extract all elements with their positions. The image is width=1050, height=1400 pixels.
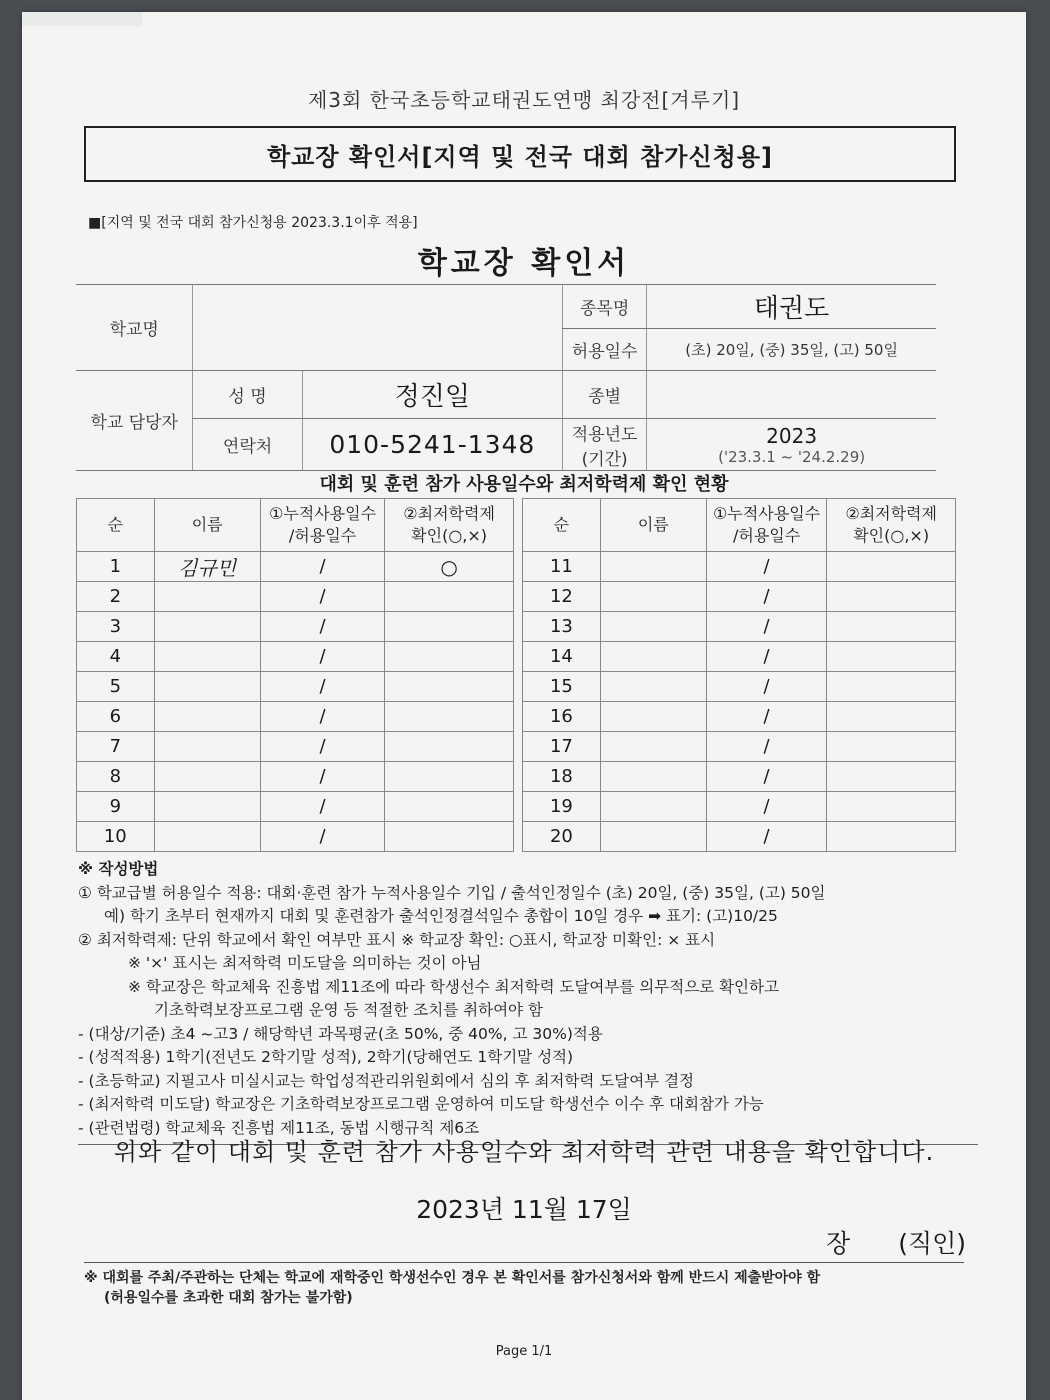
main-title: 학교장 확인서 bbox=[417, 246, 631, 281]
info-table bbox=[76, 284, 936, 471]
days-cell: / bbox=[706, 792, 826, 822]
sport-label: 종목명 bbox=[563, 285, 647, 329]
table-row bbox=[77, 612, 956, 642]
student-name bbox=[154, 732, 260, 762]
manager-name: 정진일 bbox=[302, 371, 562, 419]
student-name bbox=[600, 642, 706, 672]
col-check bbox=[385, 499, 514, 552]
col-days bbox=[706, 499, 826, 552]
days-cell: / bbox=[706, 582, 826, 612]
days-cell: / bbox=[706, 822, 826, 852]
column-gap bbox=[513, 642, 522, 672]
student-name bbox=[600, 582, 706, 612]
row-number: 1 bbox=[77, 552, 155, 582]
instruction-line: ② 최저학력제: 단위 학교에서 확인 여부만 표시 ※ 학교장 확인: ○표시, 학교장 미확인: × 표시 bbox=[78, 930, 716, 949]
school-label: 학교명 bbox=[76, 285, 193, 371]
table-row bbox=[77, 642, 956, 672]
instruction-line: 예) 학기 초부터 현재까지 대회 및 훈련참가 출석인정결석일수 총합이 10일 경우 ➡ 표기: (고)10/25 bbox=[104, 907, 778, 925]
student-name bbox=[600, 792, 706, 822]
col-check-line2: 확인(○,×) bbox=[853, 526, 930, 545]
applicability-note: ■[지역 및 전국 대회 참가신청용 2023.3.1이후 적용] bbox=[88, 215, 418, 231]
row-number: 19 bbox=[523, 792, 601, 822]
usage-table bbox=[76, 498, 956, 852]
check-cell bbox=[827, 702, 956, 732]
column-gap bbox=[513, 552, 522, 582]
table-row bbox=[77, 762, 956, 792]
allowed-days-value: (초) 20일, (중) 35일, (고) 50일 bbox=[647, 329, 936, 371]
school-value bbox=[193, 285, 563, 371]
year-label: 적용년도 (기간) bbox=[563, 419, 647, 471]
instruction-line: ※ 학교장은 학교체육 진흥법 제11조에 따라 학생선수 최저학력 도달여부를 의무적으로 확인하고 bbox=[128, 977, 779, 996]
document-page bbox=[22, 12, 1026, 1400]
days-cell: / bbox=[260, 702, 385, 732]
manager-label: 학교 담당자 bbox=[76, 371, 193, 471]
student-name bbox=[600, 552, 706, 582]
student-name bbox=[154, 822, 260, 852]
signature-line bbox=[826, 1224, 966, 1260]
col-days-line1: ①누적사용일수 bbox=[713, 504, 821, 523]
col-days bbox=[260, 499, 385, 552]
days-cell: / bbox=[260, 642, 385, 672]
page-corner bbox=[22, 12, 142, 26]
days-cell: / bbox=[706, 732, 826, 762]
instruction-line: ※ '×' 표시는 최저학력 미도달을 의미하는 것이 아님 bbox=[128, 954, 482, 972]
category-value bbox=[647, 371, 936, 419]
instruction-line: ① 학교급별 허용일수 적용: 대회·훈련 참가 누적사용일수 기입 / 출석인정일수 (초) 20일, (중) 35일, (고) 50일 bbox=[78, 883, 826, 902]
row-number: 14 bbox=[523, 642, 601, 672]
days-cell: / bbox=[260, 762, 385, 792]
instructions-title: ※ 작성방법 bbox=[78, 860, 159, 878]
days-cell: / bbox=[706, 702, 826, 732]
instruction-line: - (관련법령) 학교체육 진흥법 제11조, 동법 시행규칙 제6조 bbox=[78, 1118, 480, 1137]
name-label: 성 명 bbox=[193, 371, 302, 419]
check-cell bbox=[385, 762, 514, 792]
table-row bbox=[77, 552, 956, 582]
table-row bbox=[77, 582, 956, 612]
days-cell: / bbox=[260, 612, 385, 642]
footer-note bbox=[84, 1268, 820, 1308]
page-number: Page 1/1 bbox=[495, 1344, 553, 1359]
check-cell bbox=[827, 762, 956, 792]
student-name bbox=[154, 642, 260, 672]
column-gap bbox=[513, 732, 522, 762]
official-seal-label: (직인) bbox=[898, 1229, 966, 1258]
check-cell: ○ bbox=[385, 552, 514, 582]
days-cell: / bbox=[706, 642, 826, 672]
row-number: 18 bbox=[523, 762, 601, 792]
row-number: 10 bbox=[77, 822, 155, 852]
check-cell bbox=[827, 552, 956, 582]
row-number: 17 bbox=[523, 732, 601, 762]
check-cell bbox=[385, 672, 514, 702]
col-no: 순 bbox=[523, 499, 601, 552]
student-name bbox=[154, 672, 260, 702]
footer-line: (허용일수를 초과한 대회 참가는 불가함) bbox=[104, 1290, 353, 1306]
col-name: 이름 bbox=[600, 499, 706, 552]
student-name bbox=[600, 822, 706, 852]
row-number: 8 bbox=[77, 762, 155, 792]
col-check-line1: ②최저학력제 bbox=[845, 504, 937, 523]
form-banner: 학교장 확인서[지역 및 전국 대회 참가신청용] bbox=[84, 126, 956, 182]
row-number: 15 bbox=[523, 672, 601, 702]
check-cell bbox=[827, 792, 956, 822]
check-cell bbox=[385, 792, 514, 822]
check-cell bbox=[827, 822, 956, 852]
row-number: 11 bbox=[523, 552, 601, 582]
col-check-line2: 확인(○,×) bbox=[411, 526, 488, 545]
section-title: 대회 및 훈련 참가 사용일수와 최저학력제 확인 현황 bbox=[319, 474, 729, 495]
student-name bbox=[154, 792, 260, 822]
year-period: ('23.3.1 ~ '24.2.29) bbox=[718, 447, 866, 466]
row-number: 3 bbox=[77, 612, 155, 642]
check-cell bbox=[385, 642, 514, 672]
instruction-line: - (초등학교) 지필고사 미실시교는 학업성적관리위원회에서 심의 후 최저학력 도달여부 결정 bbox=[78, 1071, 695, 1090]
table-row bbox=[77, 792, 956, 822]
row-number: 9 bbox=[77, 792, 155, 822]
allowed-days-label: 허용일수 bbox=[563, 329, 647, 371]
check-cell bbox=[385, 612, 514, 642]
col-days-line2: /허용일수 bbox=[732, 526, 801, 545]
col-days-line2: /허용일수 bbox=[288, 526, 357, 545]
row-number: 5 bbox=[77, 672, 155, 702]
days-cell: / bbox=[260, 792, 385, 822]
days-cell: / bbox=[260, 822, 385, 852]
contact-label: 연락처 bbox=[193, 419, 302, 471]
days-cell: / bbox=[260, 582, 385, 612]
days-cell: / bbox=[706, 552, 826, 582]
row-number: 16 bbox=[523, 702, 601, 732]
instruction-line: 기초학력보장프로그램 운영 등 적절한 조치를 취하여야 함 bbox=[154, 1001, 543, 1019]
table-row bbox=[77, 732, 956, 762]
check-cell bbox=[827, 642, 956, 672]
table-row bbox=[77, 672, 956, 702]
check-cell bbox=[385, 822, 514, 852]
days-cell: / bbox=[706, 612, 826, 642]
check-cell bbox=[827, 732, 956, 762]
instruction-line: - (대상/기준) 초4 ~고3 / 해당학년 과목평균(초 50%, 중 40%, 고 30%)적용 bbox=[78, 1024, 603, 1043]
table-row bbox=[77, 702, 956, 732]
instructions bbox=[78, 858, 978, 1145]
student-name bbox=[154, 702, 260, 732]
check-cell bbox=[827, 582, 956, 612]
year-value: 2023 bbox=[766, 423, 818, 448]
column-gap bbox=[513, 762, 522, 792]
days-cell: / bbox=[706, 762, 826, 792]
footer-line: ※ 대회를 주최/주관하는 단체는 학교에 재학중인 학생선수인 경우 본 확인서를 참가신청서와 함께 반드시 제출받아야 함 bbox=[84, 1270, 821, 1286]
student-name bbox=[154, 582, 260, 612]
column-gap bbox=[513, 499, 522, 552]
column-gap bbox=[513, 672, 522, 702]
row-number: 7 bbox=[77, 732, 155, 762]
row-number: 13 bbox=[523, 612, 601, 642]
student-name: 김규민 bbox=[154, 552, 260, 582]
check-cell bbox=[385, 732, 514, 762]
student-name bbox=[154, 762, 260, 792]
col-check bbox=[827, 499, 956, 552]
check-cell bbox=[385, 702, 514, 732]
days-cell: / bbox=[260, 672, 385, 702]
column-gap bbox=[513, 792, 522, 822]
category-label: 종별 bbox=[563, 371, 647, 419]
instruction-line: - (최저학력 미도달) 학교장은 기초학력보장프로그램 운영하여 미도달 학생선수 이수 후 대회참가 가능 bbox=[78, 1095, 764, 1113]
row-number: 4 bbox=[77, 642, 155, 672]
days-cell: / bbox=[260, 732, 385, 762]
table-row bbox=[77, 822, 956, 852]
check-cell bbox=[385, 582, 514, 612]
column-gap bbox=[513, 612, 522, 642]
check-cell bbox=[827, 672, 956, 702]
principal-suffix: 장 bbox=[826, 1229, 851, 1258]
sport-value: 태권도 bbox=[647, 285, 936, 329]
days-cell: / bbox=[260, 552, 385, 582]
student-name bbox=[600, 612, 706, 642]
student-name bbox=[154, 612, 260, 642]
col-days-line1: ①누적사용일수 bbox=[268, 504, 377, 523]
col-check-line1: ②최저학력제 bbox=[403, 504, 495, 523]
column-gap bbox=[513, 702, 522, 732]
student-name bbox=[600, 732, 706, 762]
days-cell: / bbox=[706, 672, 826, 702]
column-gap bbox=[513, 822, 522, 852]
student-name bbox=[600, 672, 706, 702]
row-number: 2 bbox=[77, 582, 155, 612]
instruction-line: - (성적적용) 1학기(전년도 2학기말 성적), 2학기(당해연도 1학기말 성적) bbox=[78, 1048, 574, 1066]
signature-date: 2023년 11월 17일 bbox=[416, 1195, 632, 1224]
student-name bbox=[600, 702, 706, 732]
confirmation-statement: 위와 같이 대회 및 훈련 참가 사용일수와 최저학력 관련 내용을 확인합니다. bbox=[113, 1138, 935, 1166]
row-number: 20 bbox=[523, 822, 601, 852]
contact-value: 010-5241-1348 bbox=[302, 419, 562, 471]
year-cell bbox=[647, 419, 936, 471]
row-number: 6 bbox=[77, 702, 155, 732]
divider bbox=[84, 1262, 964, 1263]
event-title: 제3회 한국초등학교태권도연맹 최강전[겨루기] bbox=[307, 88, 741, 112]
student-name bbox=[600, 762, 706, 792]
column-gap bbox=[513, 582, 522, 612]
col-name: 이름 bbox=[154, 499, 260, 552]
check-cell bbox=[827, 612, 956, 642]
col-no: 순 bbox=[77, 499, 155, 552]
row-number: 12 bbox=[523, 582, 601, 612]
